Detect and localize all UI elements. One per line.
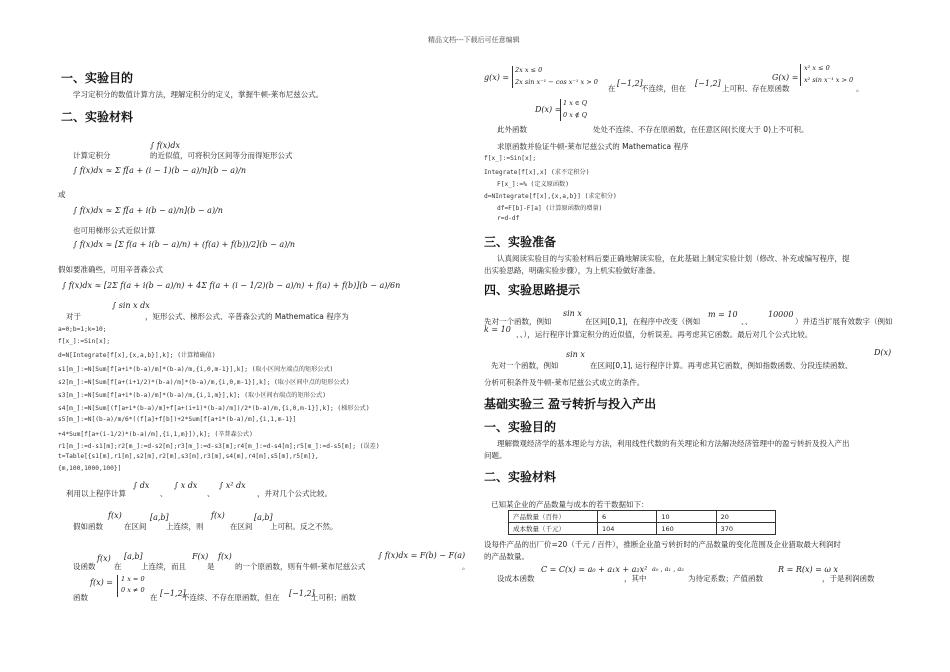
fx-symbol: f(x) xyxy=(108,511,122,520)
section-title-purpose-2: 一、实验目的 xyxy=(484,420,557,434)
code-line: df=F[b]-F[a] (计算原函数的增量) xyxy=(497,205,603,212)
formula-trapezoid: ∫ f(x)dx ≈ [Σ f(a + i(b − a)/n) + (f(a) + f(b))/2](b − a)/n xyxy=(73,240,296,249)
piecewise-fx-label: f(x) = xyxy=(90,578,113,587)
calc-suffix: 的近似值，可将积分区间等分而得矩形公式 xyxy=(150,151,293,160)
sinx-symbol: sin x xyxy=(566,350,585,359)
table-cell: 10 xyxy=(657,511,716,523)
Dx-case: 0 x ∉ Q xyxy=(563,111,588,119)
gx-case: 2x sin x⁻¹ − cos x⁻¹ x > 0 xyxy=(515,78,598,86)
hyp-end: 上可积。反之不然。 xyxy=(270,522,338,531)
code-line: d=N[Integrate[f[x],{x,a,b}],k]; (计算精确值) xyxy=(58,352,216,359)
Gx-case: x² x ≤ 0 xyxy=(804,64,830,72)
in-interval: 在区间 xyxy=(230,522,253,531)
integral-fx: ∫ f(x)dx xyxy=(150,141,181,150)
compare-suffix: ，并对几个公式比较。 xyxy=(257,489,332,498)
Dx-case: 1 x ∈ Q xyxy=(563,99,588,107)
sinx-symbol: sin x xyxy=(563,309,582,318)
integral-dx: ∫ dx xyxy=(133,481,150,490)
materials2-text-1: 设每件产品的出厂价=20（千元 / 百件），推断企业盈亏转折时的产品数量的变化范围及企业猎取最大利润时 xyxy=(484,540,841,549)
Fx-symbol: F(x) xyxy=(192,552,209,561)
code-line: t=Table[{s1[m],r1[m],s2[m],r2[m],s3[m],r3[m],s4[m],r4[m],s5[m],r5[m]}, xyxy=(58,453,319,460)
piecewise-case: 1 x = 0 xyxy=(121,575,145,583)
interval-m12: [−1,2] xyxy=(617,79,643,88)
nl-rest: 的一个原函数，则有牛顿-莱布尼兹公式 xyxy=(235,562,366,571)
m10-symbol: m = 10 xyxy=(708,310,738,319)
coefficients: a₀ , a₁ , a₂ xyxy=(652,565,684,573)
code-line: f[x_]:=Sin[x]; xyxy=(484,155,537,162)
nl-is: 是 xyxy=(207,562,215,571)
code-line: a=0;b=1;k=10; xyxy=(58,326,107,333)
for-prefix: 对于 xyxy=(66,312,81,321)
formula-rect-right: ∫ f(x)dx ≈ Σ f[a + i(b − a)/n](b − a)/n xyxy=(73,206,223,215)
code-line: s1[m_]:=N[Sum[f[a+i*(b-a)/m]*(b-a)/m,{i,0,m-1}],k]; (取小区间左端点的矩形公式) xyxy=(58,366,334,373)
prep-text-2: 出实验思路，明确实验步骤），为上机实验做好准备。 xyxy=(484,266,661,275)
cost-prefix: 设成本函数 xyxy=(497,574,535,583)
hint2-b: 在区间[0,1], 运行程序计算。再考虑其它函数，例如指数函数、分段连续函数、 xyxy=(590,361,853,370)
comma: 、 xyxy=(160,489,168,498)
code-line: r1[m_]:=d-s1[m];r2[m_]:=d-s2[m];r3[m_]:=d-s3[m];r4[m_]:=d-s4[m];r5[m_]:=d-s5[m]; (误差) xyxy=(58,443,380,450)
materials2-intro: 已知某企业的产品数量与成本的若干数据如下： xyxy=(491,500,649,509)
besides-prefix: 此外函数 xyxy=(497,125,527,134)
cost-mid-2: 为待定系数；产值函数 xyxy=(688,574,763,583)
fx-symbol: f(x) xyxy=(218,552,232,561)
n10000-symbol: 10000 xyxy=(768,310,794,319)
code-line: s2[m_]:=N[Sum[f[a+(i+1/2)*(b-a)/m]*(b-a)/m,{i,0,m-1}],k]; (取小区间中点的矩形公式) xyxy=(58,379,350,386)
table-cell: 成本数量（千元） xyxy=(509,523,598,535)
formula-rect-left: ∫ f(x)dx ≈ Σ f[a + (i − 1)(b − a)/n](b − a)/n xyxy=(73,166,247,175)
code-line: f[x_]:=Sin[x]; xyxy=(58,338,111,345)
hyp-prefix: 假如函数 xyxy=(73,522,103,531)
in-text: 在 xyxy=(608,84,616,93)
interval-m12: [−1,2] xyxy=(695,79,721,88)
table-cell: 产品数量（百件） xyxy=(509,511,598,523)
or-text: 或 xyxy=(58,190,66,199)
nl-in: 在 xyxy=(150,593,158,602)
calc-prefix: 计算定积分 xyxy=(73,151,111,160)
table-cell: 6 xyxy=(598,511,657,523)
hint1-d: ）并适当扩展有效数字（例如 xyxy=(795,317,893,326)
compare-prefix: 利用以上程序计算 xyxy=(66,489,126,498)
trap-intro: 也可用梯形公式近似计算 xyxy=(73,226,156,235)
materials2-text-2: 的产品数量。 xyxy=(484,552,529,561)
fx-symbol: f(x) xyxy=(211,511,225,520)
g-text2: 上可积、存在原函数 xyxy=(722,84,790,93)
Dx-label: D(x) = xyxy=(535,105,562,114)
interval-m12: [−1,2] xyxy=(160,589,186,598)
code-line: s3[m_]:=N[Sum[f[a+i*(b-a)/m]*(b-a)/m,{i,1,m}],k]; (取小区间右端点的矩形公式) xyxy=(58,392,326,399)
interval-ab: [a,b] xyxy=(254,513,273,522)
Gx-case: x² sin x⁻¹ x > 0 xyxy=(804,76,854,84)
fn-label: 函数 xyxy=(73,593,88,602)
code-line: Integrate[f[x],x] (求不定积分) xyxy=(484,169,590,176)
hint1-e: 、、），运行程序计算定积分的近似值，分析误差。再考虑其它函数。最后对几个公式比较。 xyxy=(516,330,813,339)
gx-label: g(x) = xyxy=(484,73,510,82)
integral-sinx: ∫ sin x dx xyxy=(112,301,150,310)
hint2-c: 分析可积条件及牛顿-莱布尼兹公式成立的条件。 xyxy=(484,378,645,387)
hint1-b: 在区间[0,1]，在程序中改变（例如 xyxy=(585,317,701,326)
k10-symbol: k = 10 xyxy=(484,325,511,334)
for-suffix: ，矩形公式、梯形公式、辛普森公式的 Mathematica 程序为 xyxy=(145,312,349,321)
interval-m12: [−1,2] xyxy=(289,589,315,598)
hint1-c: 、、 xyxy=(741,317,753,326)
section-title-materials-2: 二、实验材料 xyxy=(484,470,557,484)
interval-ab: [a,b] xyxy=(150,513,169,522)
prep-text-1: 认真阅读实验目的与实验材料后要正确地解读实验，在此基础上制定实验计划（修改、补充或编写程序，提 xyxy=(497,254,850,263)
code-line: r=d-df xyxy=(497,215,520,222)
section-title-hints: 四、实验思路提示 xyxy=(484,283,581,297)
table-cell: 160 xyxy=(657,523,716,535)
purpose-text: 学习定积分的数值计算方法，理解定积分的定义，掌握牛顿-莱布尼兹公式。 xyxy=(73,90,324,99)
integral-xdx: ∫ x dx xyxy=(174,481,198,490)
cost-mid: ，其中 xyxy=(624,574,647,583)
table-cell: 370 xyxy=(716,523,775,535)
table-row xyxy=(509,523,776,535)
newton-leibniz-formula: ∫ f(x)dx = F(b) − F(a) xyxy=(378,551,466,560)
hint1-a: 先对一个函数，例如 xyxy=(484,317,552,326)
cost-data-table xyxy=(508,510,776,535)
piecewise-case: 0 x ≠ 0 xyxy=(121,586,145,594)
code-line: s5[m_]:=N[(b-a)/m/6*((f[a]+f[b])+2*Sum[f[a+i*(b-a)/m],{i,1,m-1}] xyxy=(58,416,297,423)
code-line: d=NIntegrate[f[x],{x,a,b}] (求定积分) xyxy=(484,193,617,200)
section-title-materials: 二、实验材料 xyxy=(61,110,134,124)
code-line: {m,100,1000,100}] xyxy=(58,465,122,472)
simpson-intro: 假如要准确些，可用辛普森公式 xyxy=(58,265,163,274)
formula-simpson: ∫ f(x)dx ≈ [2Σ f(a + i(b − a)/n) + 4Σ f(a + (i − 1/2)(b − a)/n) + f(a) + f(b)](b − a)/6n xyxy=(62,281,401,290)
comma: 、 xyxy=(207,489,215,498)
hint2-a: 先对一个函数，例如 xyxy=(491,361,559,370)
period: 。 xyxy=(462,562,470,571)
integral-x2dx: ∫ x² dx xyxy=(219,481,246,490)
code-line: s4[m_]:=N[Sum[(f[a+i*(b-a)/m]+f[a+(i+1)*(b-a)/m])/2*(b-a)/m,{i,0,m-1}],k]; (梯形公式) xyxy=(58,405,370,412)
nl-mid: 上连续，而且 xyxy=(141,562,186,571)
purpose2-text-2: 问题。 xyxy=(484,451,507,460)
nl-prefix: 设函数 xyxy=(73,562,96,571)
page-header: 精品文档---下载后可任意编辑 xyxy=(428,36,520,44)
code-line: +4*Sum[f[a+(i-1/2)*(b-a)/m],{i,1,m}]),k]; (辛普森公式) xyxy=(58,431,253,438)
dot: 。 xyxy=(856,84,864,93)
table-cell: 104 xyxy=(598,523,657,535)
g-text1: 不连续，但在 xyxy=(641,84,686,93)
nl-in: 在 xyxy=(114,562,122,571)
table-cell: 20 xyxy=(716,511,775,523)
verify-text: 求原函数并验证牛顿-莱布尼兹公式的 Mathematica 程序 xyxy=(497,142,689,151)
interval-ab: [a,b] xyxy=(124,552,143,561)
besides-rest: 处处不连续、不存在原函数，在任意区间(长度大于 0)上不可积。 xyxy=(593,125,809,134)
not-continuous: 不连续、不存在原函数，但在 xyxy=(182,593,280,602)
cost-end: ，于是利润函数 xyxy=(822,574,875,583)
experiment-title: 基础实验三 盈亏转折与投入产出 xyxy=(484,397,657,411)
purpose2-text-1: 理解微观经济学的基本理论与方法，利用线性代数的有关理论和方法解决经济管理中的盈亏转折及投入产出 xyxy=(497,439,850,448)
gx-case: 2x x ≤ 0 xyxy=(515,66,543,74)
Dx-symbol: D(x) xyxy=(874,348,892,357)
cost-function: C = C(x) = a₀ + a₁x + a₂x² xyxy=(541,565,648,574)
code-line: F[x_]:=% (定义原函数) xyxy=(497,181,569,188)
integrable-fn: 上可积；函数 xyxy=(311,593,356,602)
fx-symbol: f(x) xyxy=(97,554,111,563)
section-title-purpose: 一、实验目的 xyxy=(61,71,134,85)
in-interval: 在区间 xyxy=(124,522,147,531)
revenue-function: R = R(x) = ω x xyxy=(778,565,838,574)
hyp-mid: 上连续，则 xyxy=(166,522,204,531)
section-title-preparation: 三、实验准备 xyxy=(484,235,557,249)
Gx-label: G(x) = xyxy=(772,73,799,82)
table-row xyxy=(509,511,776,523)
